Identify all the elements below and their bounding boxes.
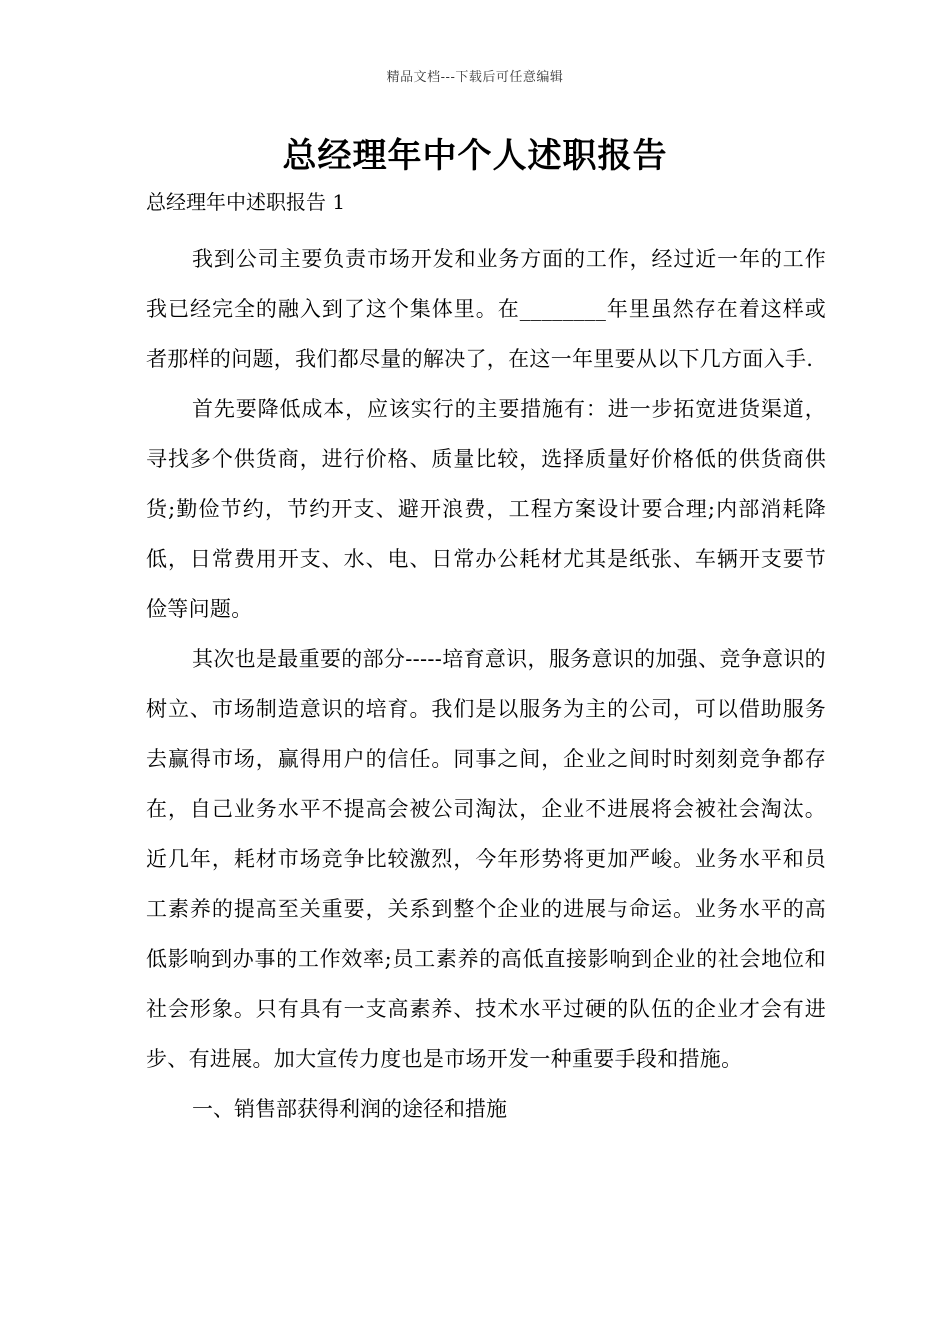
paragraph-1: 我到公司主要负责市场开发和业务方面的工作，经过近一年的工作我已经完全的融入到了这个集体里。在________年里虽然存在着这样或者那样的问题，我们都尽量的解决了，在这一年里要从以下几方面入手. [146,247,826,371]
paragraph-2: 首先要降低成本，应该实行的主要措施有：进一步拓宽进货渠道，寻找多个供货商，进行价格、质量比较，选择质量好价格低的供货商供货;勤俭节约，节约开支、避开浪费，工程方案设计要合理;内部消耗降低，日常费用开支、水、电、日常办公耗材尤其是纸张、车辆开支要节俭等问题。 [146,397,826,621]
document-body [146,184,826,1134]
section-heading: 一、销售部获得利润的途径和措施 [192,1097,507,1121]
header-note: 精品文档---下载后可任意编辑 [386,70,564,85]
paragraph-3: 其次也是最重要的部分-----培育意识，服务意识的加强、竞争意识的树立、市场制造意识的培育。我们是以服务为主的公司，可以借助服务去赢得市场，赢得用户的信任。同事之间，企业之间时时刻刻竞争都存在，自己业务水平不提高会被公司淘汰，企业不进展将会被社会淘汰。近几年，耗材市场竞争比较激烈，今年形势将更加严峻。业务水平和员工素养的提高至关重要，关系到整个企业的进展与命运。业务水平的高低影响到办事的工作效率;员工素养的高低直接影响到企业的社会地位和社会形象。只有具有一支高素养、技术水平过硬的队伍的企业才会有进步、有进展。加大宣传力度也是市场开发一种重要手段和措施。 [146,647,826,1071]
page-title: 总经理年中个人述职报告 [282,136,668,176]
document-subheading: 总经理年中述职报告 1 [146,190,346,214]
